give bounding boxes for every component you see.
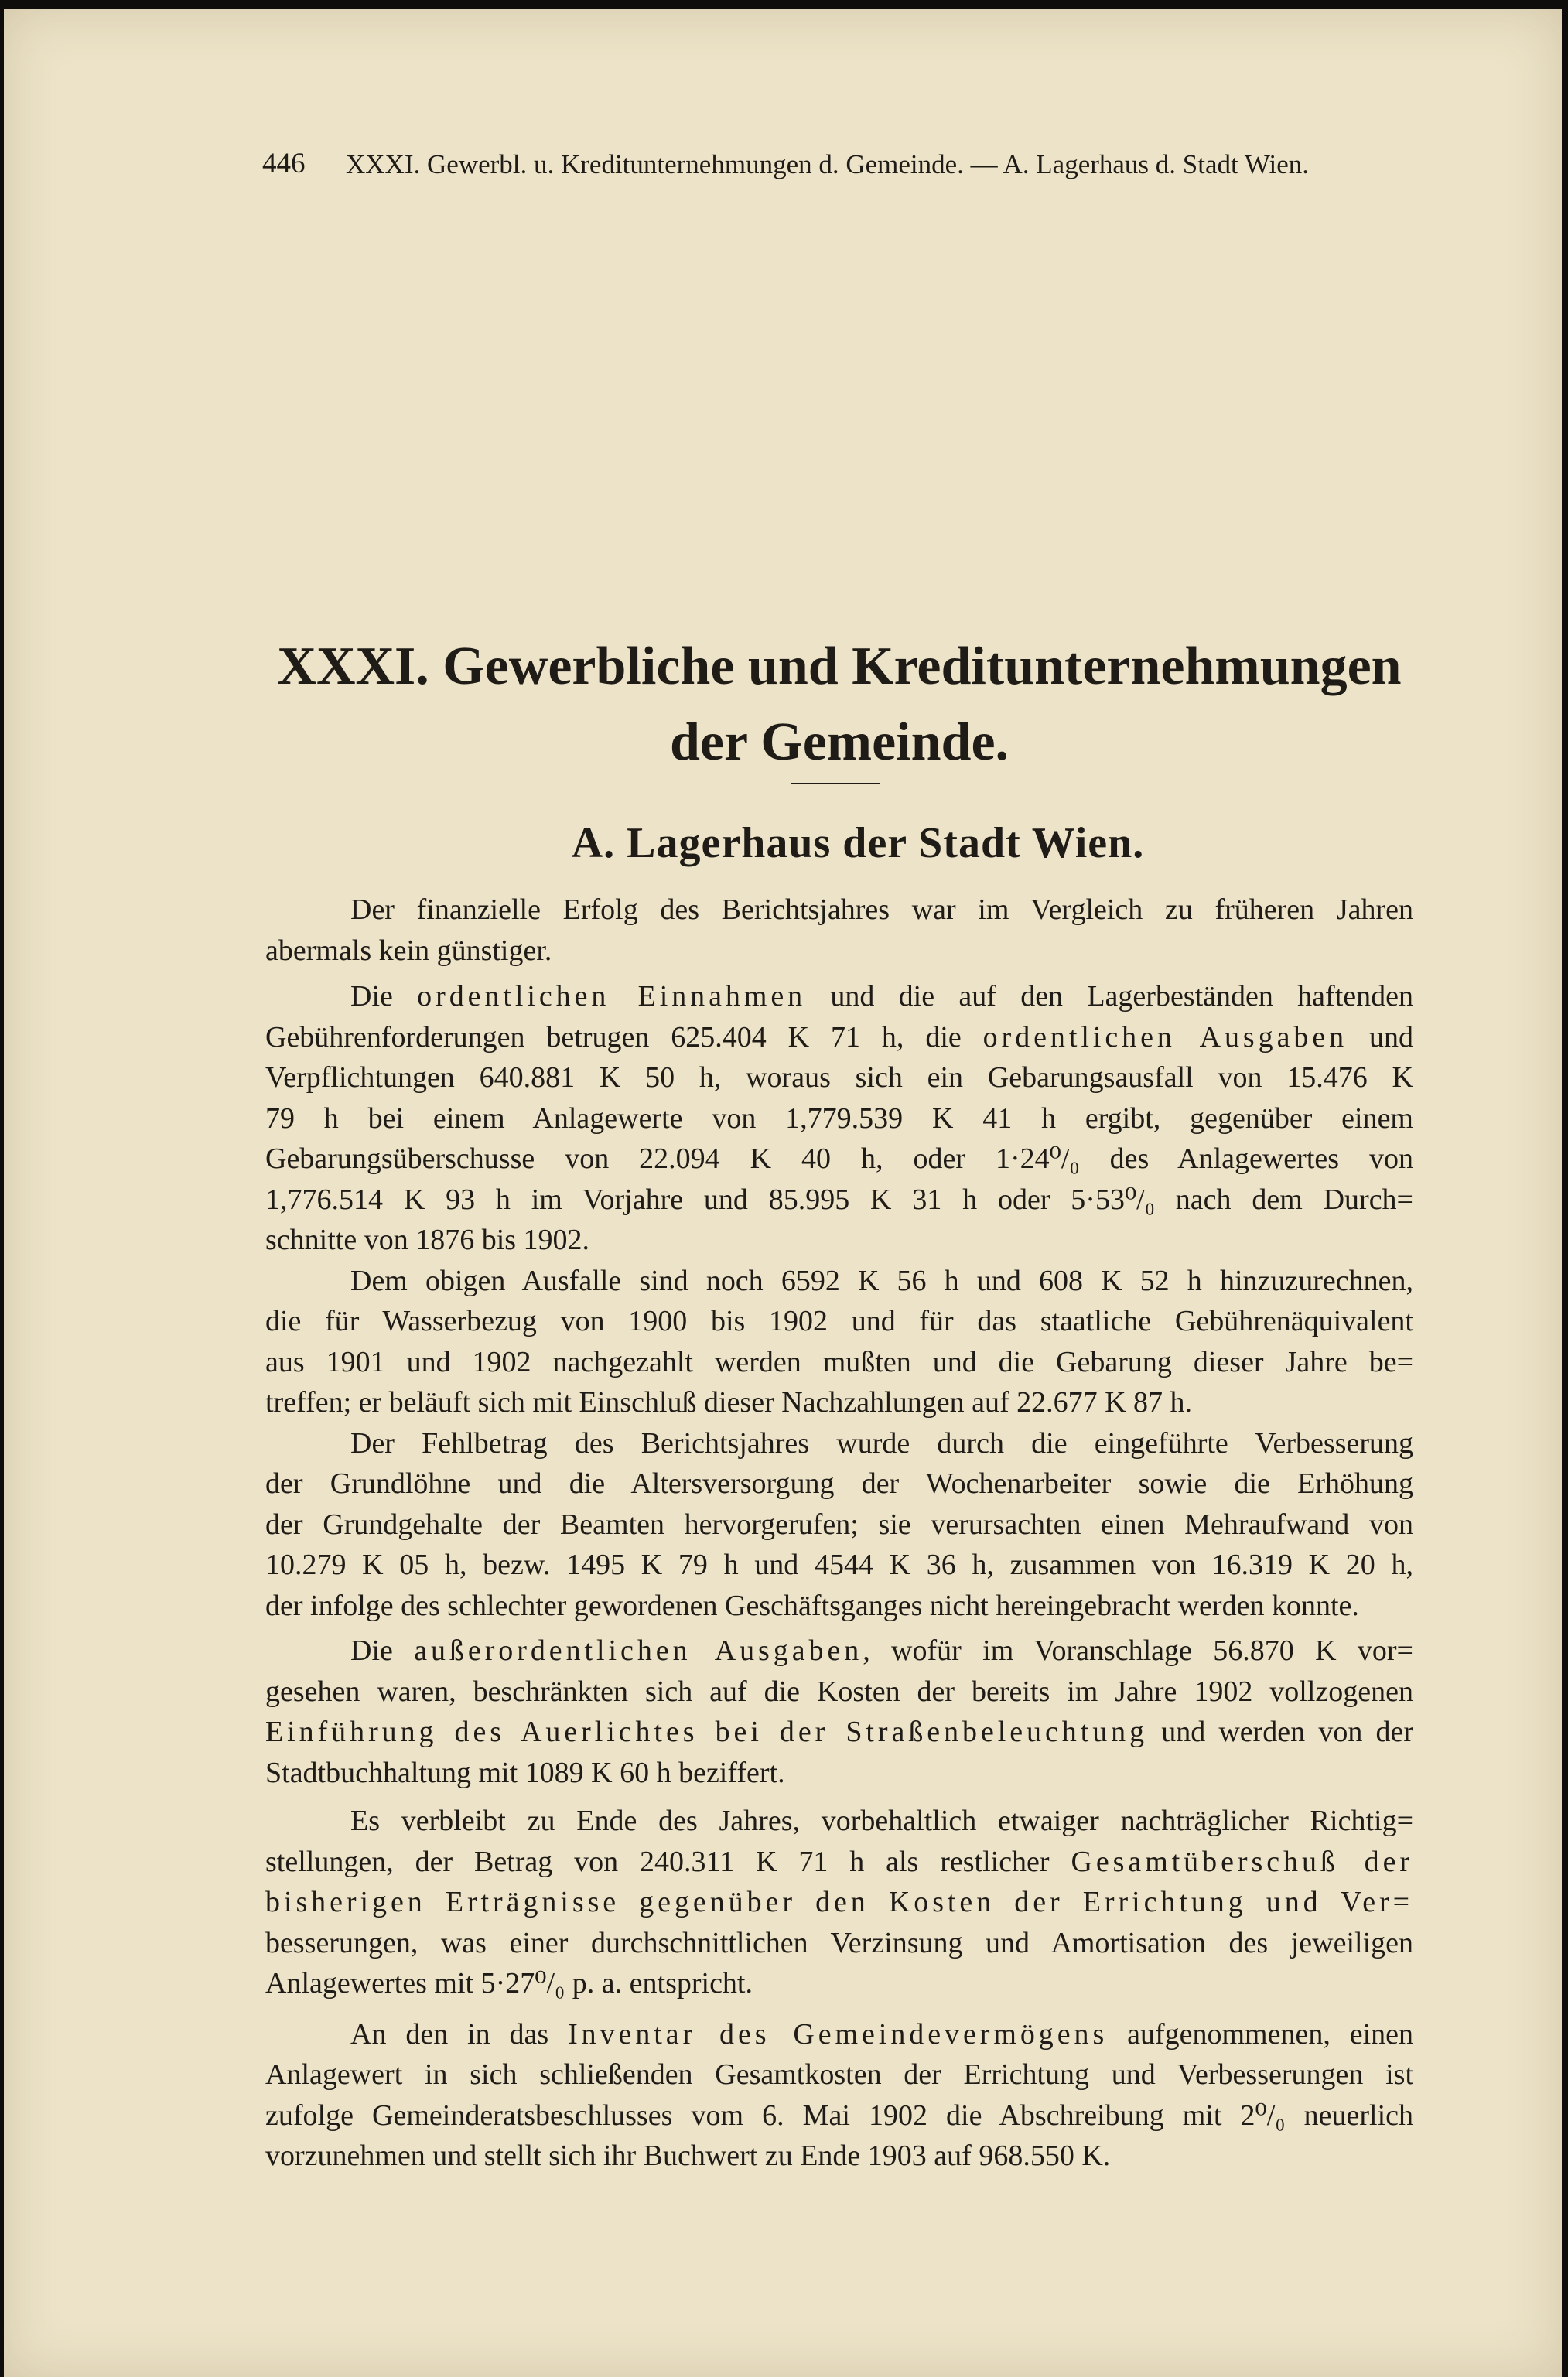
text-line [265,2095,1413,2136]
text-line [265,1139,1413,1180]
text-line [265,1342,1413,1383]
text-run: vorzunehmen und stellt sich ihr Buchwert zu Ende 1903 auf 968.550 K. [265,2140,1111,2172]
text-run: Die [350,980,418,1013]
emphasized-text-run: ordentlichen Ausgaben [982,1020,1348,1054]
text-run: Es verbleibt zu Ende des Jahres, vorbehaltlich etwaiger nachträglicher Richtig= [350,1805,1413,1837]
text-run: 1,776.514 K 93 h im Vorjahre und 85.995 K 31 h oder 5·53⁰/₀ nach dem Durch= [265,1183,1413,1216]
emphasized-text-run: Gesamtüberschuß der [1071,1845,1413,1878]
text-run: der infolge des schlechter gewordenen Geschäftsganges nicht hereingebracht werden konnte. [265,1589,1359,1622]
chapter-title-line: der Gemeinde. [669,712,1009,772]
text-run: aufgenommenen, einen [1108,2017,1414,2051]
running-head: XXXI. Gewerbl. u. Kreditunternehmungen d. Gemeinde. — A. Lagerhaus d. Stadt Wien. [346,149,1309,179]
text-line [265,1057,1413,1098]
text-line [265,931,1413,972]
text-run: Verpflichtungen 640.881 K 50 h, woraus sich ein Gebarungsausfall von 15.476 K [265,1061,1413,1094]
text-run: stellungen, der Betrag von 240.311 K 71 h als restlicher [265,1845,1071,1878]
emphasized-text-run: ordentlichen Einnahmen [417,980,807,1013]
text-run: An den in das [350,2017,569,2051]
text-run: aus 1901 und 1902 nachgezahlt werden mußten und die Gebarung dieser Jahre be= [265,1345,1413,1378]
text-line [265,1017,1413,1058]
text-line [265,2054,1413,2095]
text-line [265,890,1413,931]
title-divider [791,783,880,784]
text-line [265,1098,1413,1139]
text-line [265,1963,1413,2004]
emphasized-text-run: bisherigen Erträgnisse gegenüber den Kosten der Errichtung und Ver= [265,1886,1413,1918]
text-run: 10.279 K 05 h, bezw. 1495 K 79 h und 4544 K 36 h, zusammen von 16.319 K 20 h, [265,1549,1413,1581]
text-run: Dem obigen Ausfalle sind noch 6592 K 56 h und 608 K 52 h hinzuzurechnen, [350,1264,1413,1297]
paragraph [265,976,1413,1261]
section-heading: A. Lagerhaus der Stadt Wien. [571,819,1145,867]
text-run: treffen; er beläuft sich mit Einschluß dieser Nachzahlungen auf 22.677 K 87 h. [265,1386,1193,1419]
body-text [265,890,1413,2177]
emphasized-text-run: Inventar des Gemeindevermögens [568,2017,1109,2051]
text-run: der Grundgehalte der Beamten hervorgerufen; sie verursachten einen Mehraufwand von [265,1508,1413,1541]
text-run: Gebarungsüberschusse von 22.094 K 40 h, oder 1·24⁰/₀ des Anlagewertes von [265,1142,1413,1175]
emphasized-text-run: Einführung des Auerlichtes bei der Straßenbeleuchtung [265,1716,1149,1748]
text-run: Anlagewertes mit 5·27⁰/₀ p. a. entspricht. [265,1967,753,2000]
emphasized-text-run: außerordentlichen Ausgaben [414,1634,863,1667]
text-run: , wofür im Voranschlage 56.870 K vor= [863,1634,1413,1667]
text-run: und die auf den Lagerbeständen haftenden [806,980,1413,1013]
text-run: der Grundlöhne und die Altersversorgung der Wochenarbeiter sowie die Erhöhung [265,1467,1413,1500]
text-line [265,1631,1413,1672]
text-line [265,1220,1413,1261]
text-run: Stadtbuchhaltung mit 1089 K 60 h beziffert. [265,1756,785,1789]
text-line [265,2014,1413,2055]
text-line [265,1712,1413,1753]
text-run: Der Fehlbetrag des Berichtsjahres wurde durch die eingeführte Verbesserung [350,1426,1413,1460]
text-run: und [1348,1020,1413,1054]
page-number: 446 [262,148,306,179]
chapter-title-line: XXXI. Gewerbliche und Kreditunternehmungen [277,637,1402,696]
text-line [265,1180,1413,1221]
paragraph [265,890,1413,971]
text-line [265,1753,1413,1794]
text-line [265,1301,1413,1342]
text-line [265,1261,1413,1302]
text-run: die für Wasserbezug von 1900 bis 1902 und für das staatliche Gebührenäquivalent [265,1305,1413,1337]
text-run: Anlagewert in sich schließenden Gesamtkosten der Errichtung und Verbesserungen ist [265,2058,1413,2091]
paragraph [265,1631,1413,1793]
text-line [265,1382,1413,1423]
text-run: und werden von der [1148,1716,1413,1748]
text-run: Die [350,1634,415,1667]
text-run: Der finanzielle Erfolg des Berichtsjahres war im Vergleich zu früheren Jahren [350,893,1413,926]
text-line [265,1463,1413,1504]
text-line [265,1545,1413,1586]
text-line [265,1882,1413,1923]
paragraph [265,2014,1413,2177]
paragraph [265,1423,1413,1627]
text-line [265,1586,1413,1627]
text-line [265,1801,1413,1842]
text-run: besserungen, was einer durchschnittlichen Verzinsung und Amortisation des jeweiligen [265,1926,1413,1959]
text-run: Gebührenforderungen betrugen 625.404 K 71 h, die [265,1020,983,1054]
text-line [265,1842,1413,1883]
text-line [265,2136,1413,2177]
text-line [265,1672,1413,1713]
text-line [265,1923,1413,1964]
text-run: zufolge Gemeinderatsbeschlusses vom 6. Mai 1902 die Abschreibung mit 2⁰/₀ neuerlich [265,2099,1413,2132]
text-run: schnitte von 1876 bis 1902. [265,1224,590,1256]
text-run: abermals kein günstiger. [265,934,552,967]
chapter-title [265,629,1413,780]
text-line [265,1504,1413,1545]
text-line [265,976,1413,1017]
paragraph [265,1261,1413,1423]
text-run: gesehen waren, beschränkten sich auf die Kosten der bereits im Jahre 1902 vollzogenen [265,1675,1413,1708]
paragraph [265,1801,1413,2004]
text-run: 79 h bei einem Anlagewerte von 1,779.539 K 41 h ergibt, gegenüber einem [265,1101,1413,1135]
text-line [265,1423,1413,1464]
